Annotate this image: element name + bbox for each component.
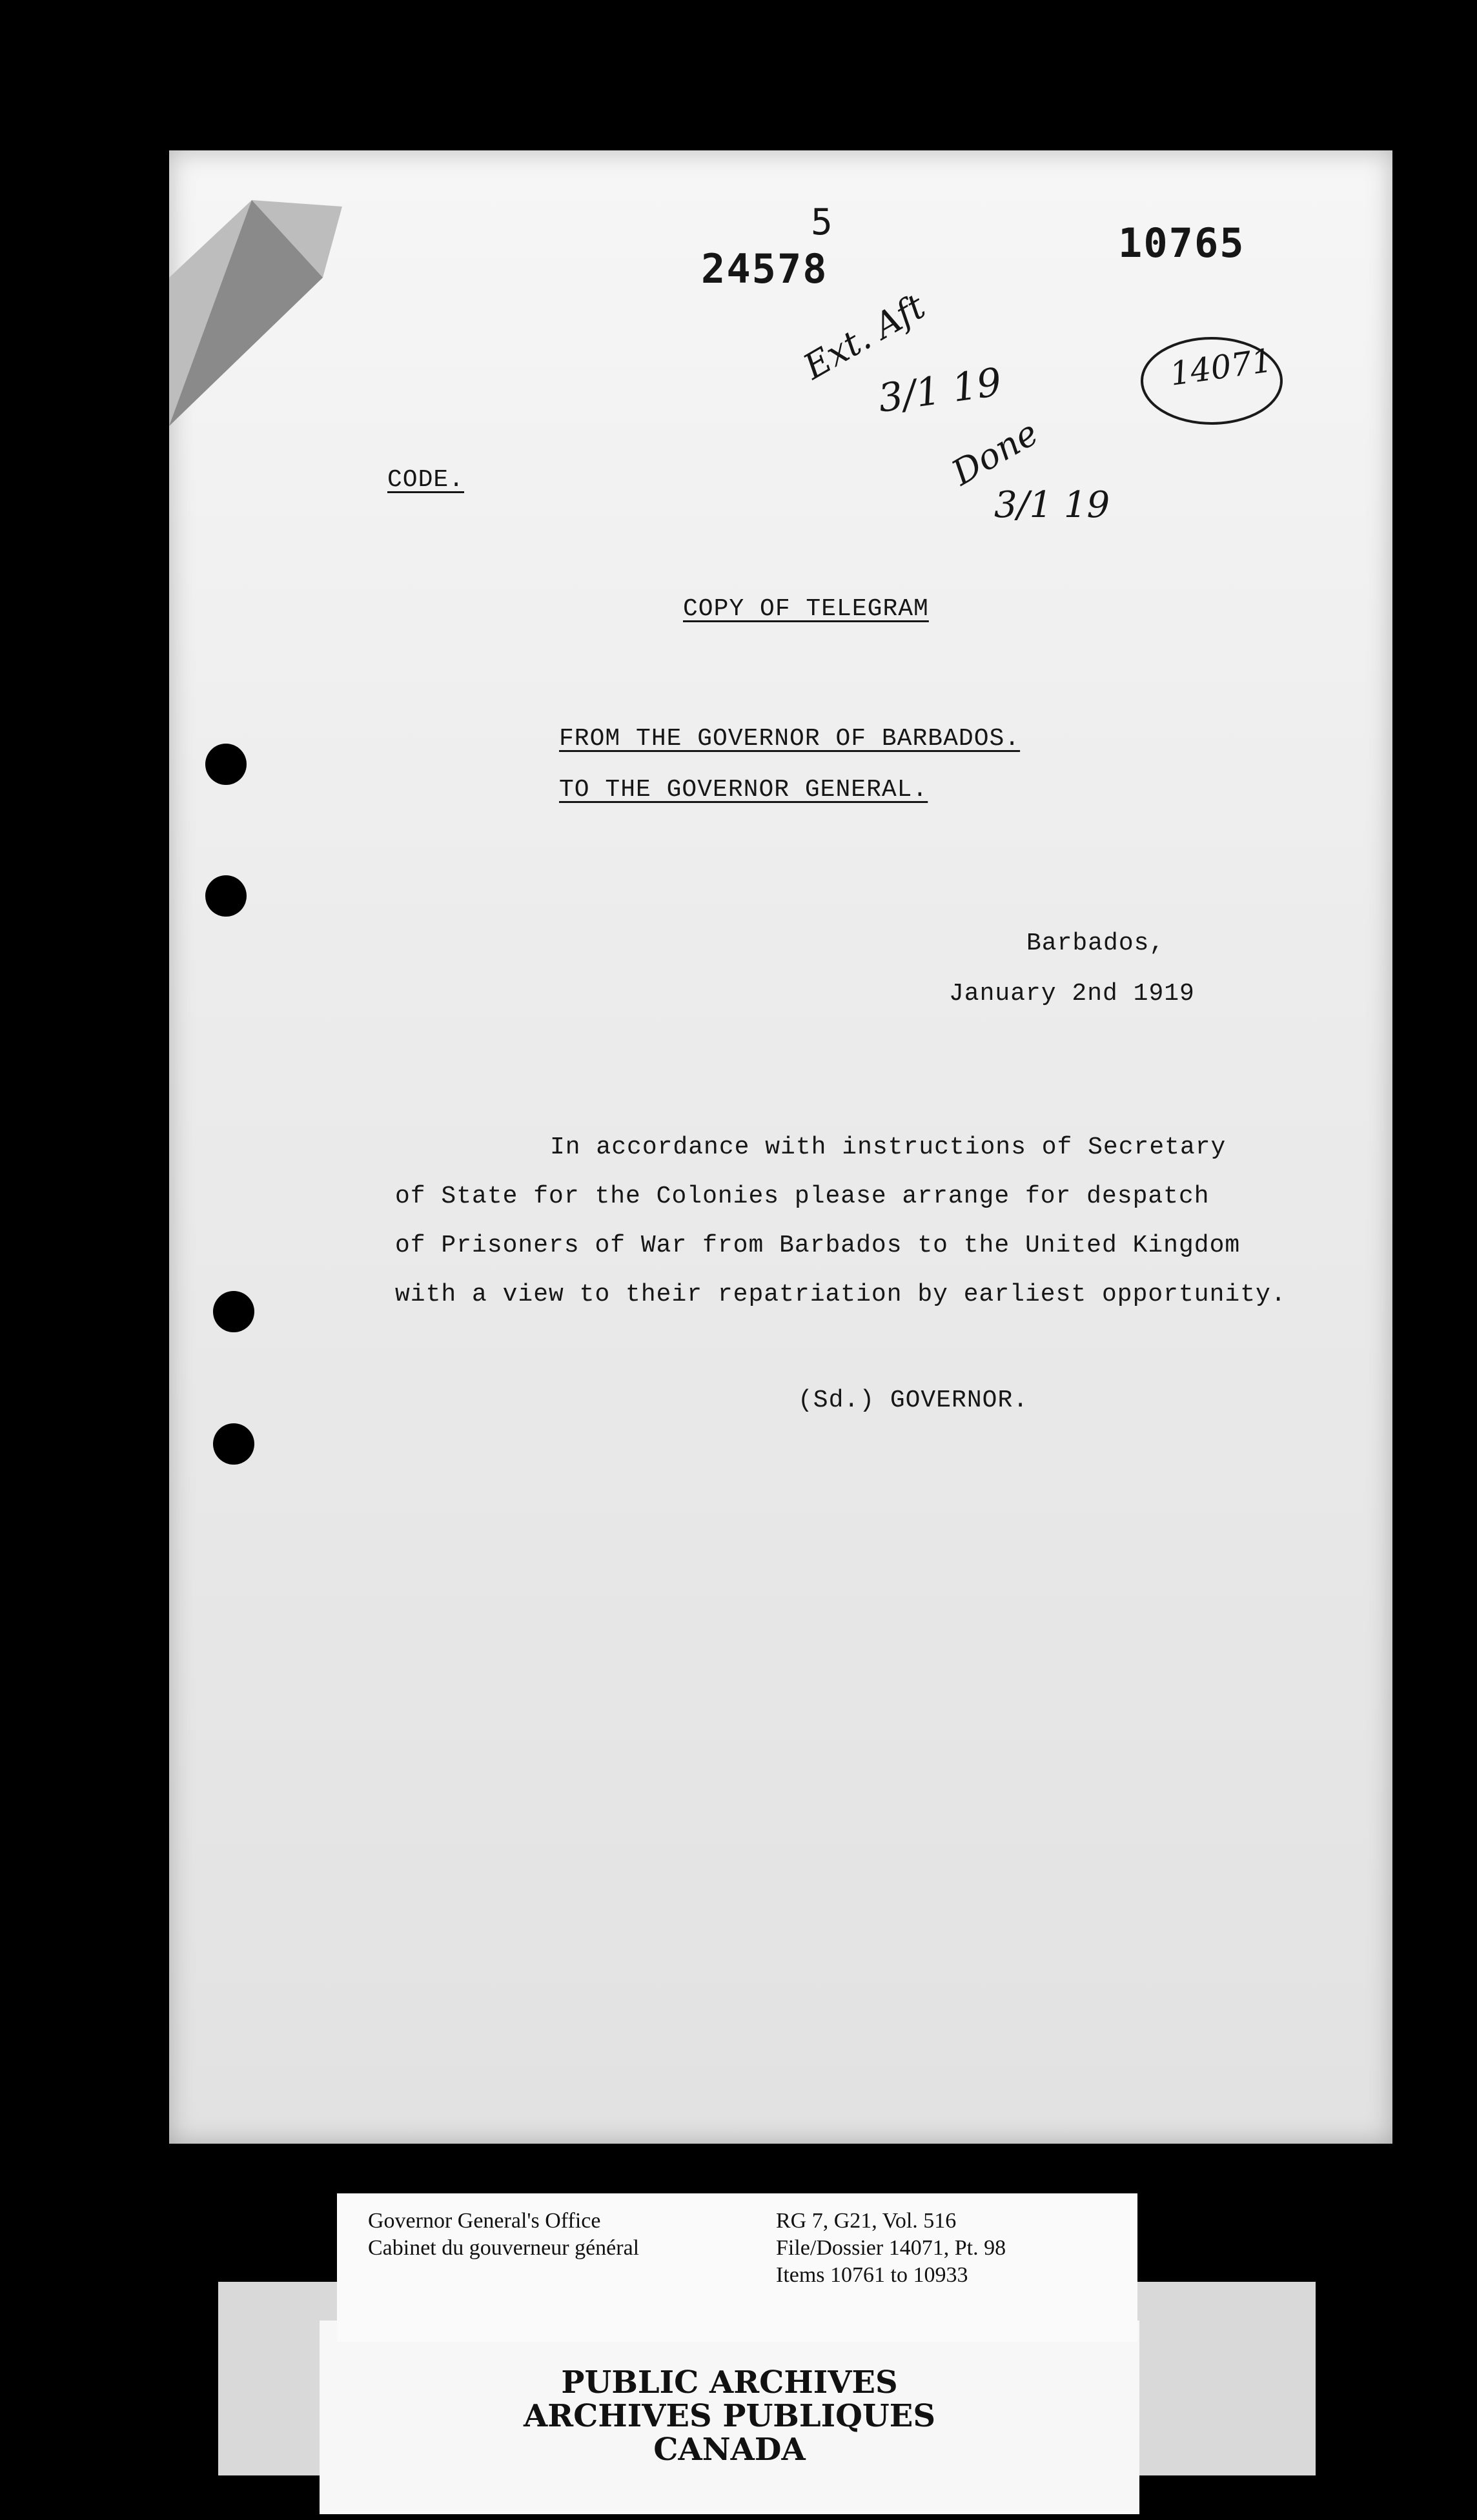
folded-corner <box>161 161 342 432</box>
body-line: of Prisoners of War from Barbados to the United Kingdom <box>395 1232 1241 1259</box>
archive-office <box>368 2208 639 2262</box>
body-line: with a view to their repatriation by earliest opportunity. <box>395 1281 1287 1308</box>
handwritten-note: Done <box>944 412 1045 494</box>
archives-stamp-line: PUBLIC ARCHIVES <box>561 2364 898 2401</box>
stamp-number-correction: 5 <box>811 201 834 243</box>
body-line: In accordance with instructions of Secretary <box>550 1133 1227 1161</box>
punch-hole <box>213 1291 254 1332</box>
reference-line: Items 10761 to 10933 <box>776 2263 968 2287</box>
code-label: CODE. <box>387 466 465 494</box>
reference-line: File/Dossier 14071, Pt. 98 <box>776 2236 1006 2260</box>
archives-stamp-line: CANADA <box>653 2432 806 2468</box>
archives-stamp-line: ARCHIVES PUBLIQUES <box>524 2398 935 2434</box>
punch-hole <box>213 1423 254 1465</box>
archive-label <box>337 2193 1137 2342</box>
archive-reference <box>776 2208 1006 2289</box>
reference-line: RG 7, G21, Vol. 516 <box>776 2209 957 2233</box>
handwritten-note: 3/1 19 <box>875 359 1004 422</box>
from-line: FROM THE GOVERNOR OF BARBADOS. <box>559 725 1021 753</box>
date-line: January 2nd 1919 <box>949 980 1195 1008</box>
to-line: TO THE GOVERNOR GENERAL. <box>559 776 928 804</box>
office-en: Governor General's Office <box>368 2209 601 2233</box>
office-fr: Cabinet du gouverneur général <box>368 2236 640 2260</box>
punch-hole <box>205 744 247 785</box>
stamp-number-right: 10765 <box>1118 219 1245 267</box>
punch-hole <box>205 875 247 917</box>
handwritten-note: Ext. Aft <box>797 285 932 388</box>
place-line: Barbados, <box>1026 930 1165 957</box>
archives-stamp <box>320 2366 1139 2466</box>
stamp-number-left: 24578 <box>701 245 828 292</box>
signature: (Sd.) GOVERNOR. <box>798 1387 1029 1414</box>
telegram-heading: COPY OF TELEGRAM <box>683 595 929 623</box>
body-line: of State for the Colonies please arrange for despatch <box>395 1183 1210 1210</box>
handwritten-note: 3/1 19 <box>994 484 1110 526</box>
circled-number: 14071 <box>1167 341 1275 393</box>
